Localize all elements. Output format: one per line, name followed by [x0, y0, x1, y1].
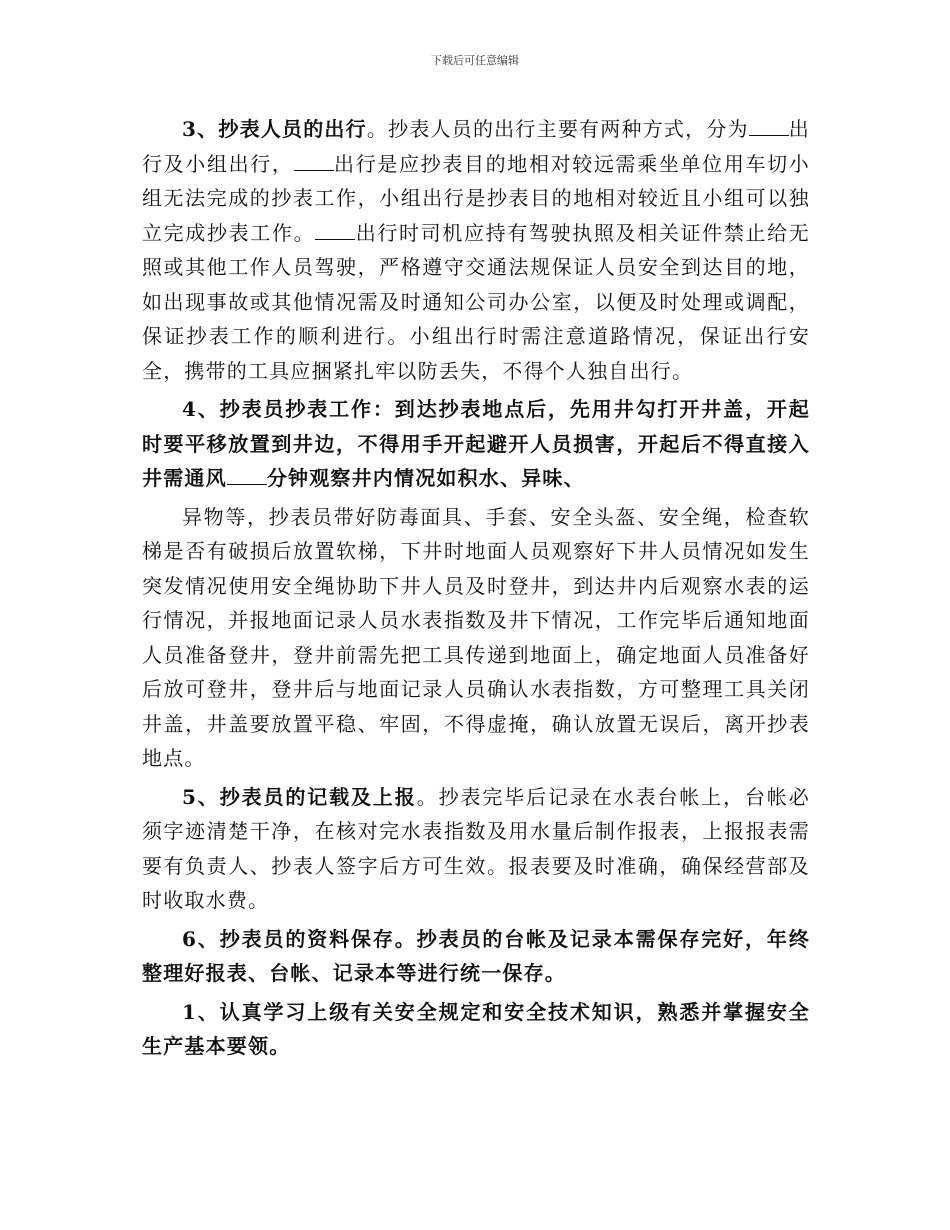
- paragraph-lead: 3、抄表人员的出行: [182, 117, 367, 141]
- fill-in-blank: [227, 466, 267, 485]
- paragraph-text: 1、认真学习上级有关安全规定和安全技术知识，熟悉并掌握安全生产基本要领。: [142, 999, 810, 1058]
- document-body: [142, 112, 810, 1064]
- fill-in-blank: [749, 117, 789, 136]
- paragraph-text: 出行时司机应持有驾驶执照及相关证件禁止给无照或其他工作人员驾驶，严格遵守交通法规保证人员安全到达目的地，如出现事故或其他情况需及时通知公司办公室，以便及时处理或调配，保证抄表工作的顺利进行。小组出行时需注意道路情况，保证出行安全，携带的工具应捆紧扎牢以防丢失，不得个人独自出行。: [142, 220, 810, 383]
- paragraph-data-storage: [142, 922, 810, 991]
- paragraph-record-report: [142, 780, 810, 918]
- paragraph-text: 。抄表人员的出行主要有两种方式，分为: [366, 117, 749, 141]
- paragraph-continued-work: [142, 500, 810, 776]
- paragraph-text: 异物等，抄表员带好防毒面具、手套、安全头盔、安全绳，检查软梯是否有破损后放置软梯，下井时地面人员观察好下井人员情况如发生突发情况使用安全绳协助下井人员及时登井，到达井内后观察水表的运行情况，并报地面记录人员水表指数及井下情况，工作完毕后通知地面人员准备登井，登井前需先把工具传递到地面上，确定地面人员准备好后放可登井，登井后与地面记录人员确认水表指数，方可整理工具关闭井盖，井盖要放置平稳、牢固，不得虚掩，确认放置无误后，离开抄表地点。: [142, 504, 810, 770]
- page-header: 下载后可任意编辑: [431, 54, 519, 67]
- paragraph-lead: 5、抄表员的记载及上报: [182, 784, 417, 809]
- fill-in-blank: [294, 152, 334, 171]
- paragraph-text: 4、抄表员抄表工作：到达抄表地点后，先用井勾打开井盖，开起时要平移放置到井边，不得用手开起避开人员损害，开起后不得直接入井需通风: [142, 397, 810, 490]
- paragraph-text: 6、抄表员的资料保存。抄表员的台帐及记录本需保存完好，年终整理好报表、台帐、记录本等进行统一保存。: [142, 926, 810, 985]
- paragraph-meter-reader-travel: [142, 112, 810, 388]
- fill-in-blank: [315, 221, 355, 240]
- paragraph-text: 出行是应抄表目的地相对较远需乘坐单位用车切小组无法完成的抄表工作，小组出行是抄表目的地相对较近且小组可以独立完成抄表工作。: [142, 151, 810, 245]
- paragraph-text: 。抄表完毕后记录在水表台帐上，台帐必须字迹清楚干净，在核对完水表指数及用水量后制作报表，上报报表需要有负责人、抄表人签字后方可生效。报表要及时准确，确保经营部及时收取水费。: [142, 784, 810, 912]
- paragraph-text: 出行及小组出行，: [142, 117, 810, 176]
- paragraph-text: 分钟观察井内情况如积水、异味、: [266, 466, 585, 490]
- paragraph-meter-reading-work: [142, 392, 810, 496]
- paragraph-safety-study: [142, 995, 810, 1064]
